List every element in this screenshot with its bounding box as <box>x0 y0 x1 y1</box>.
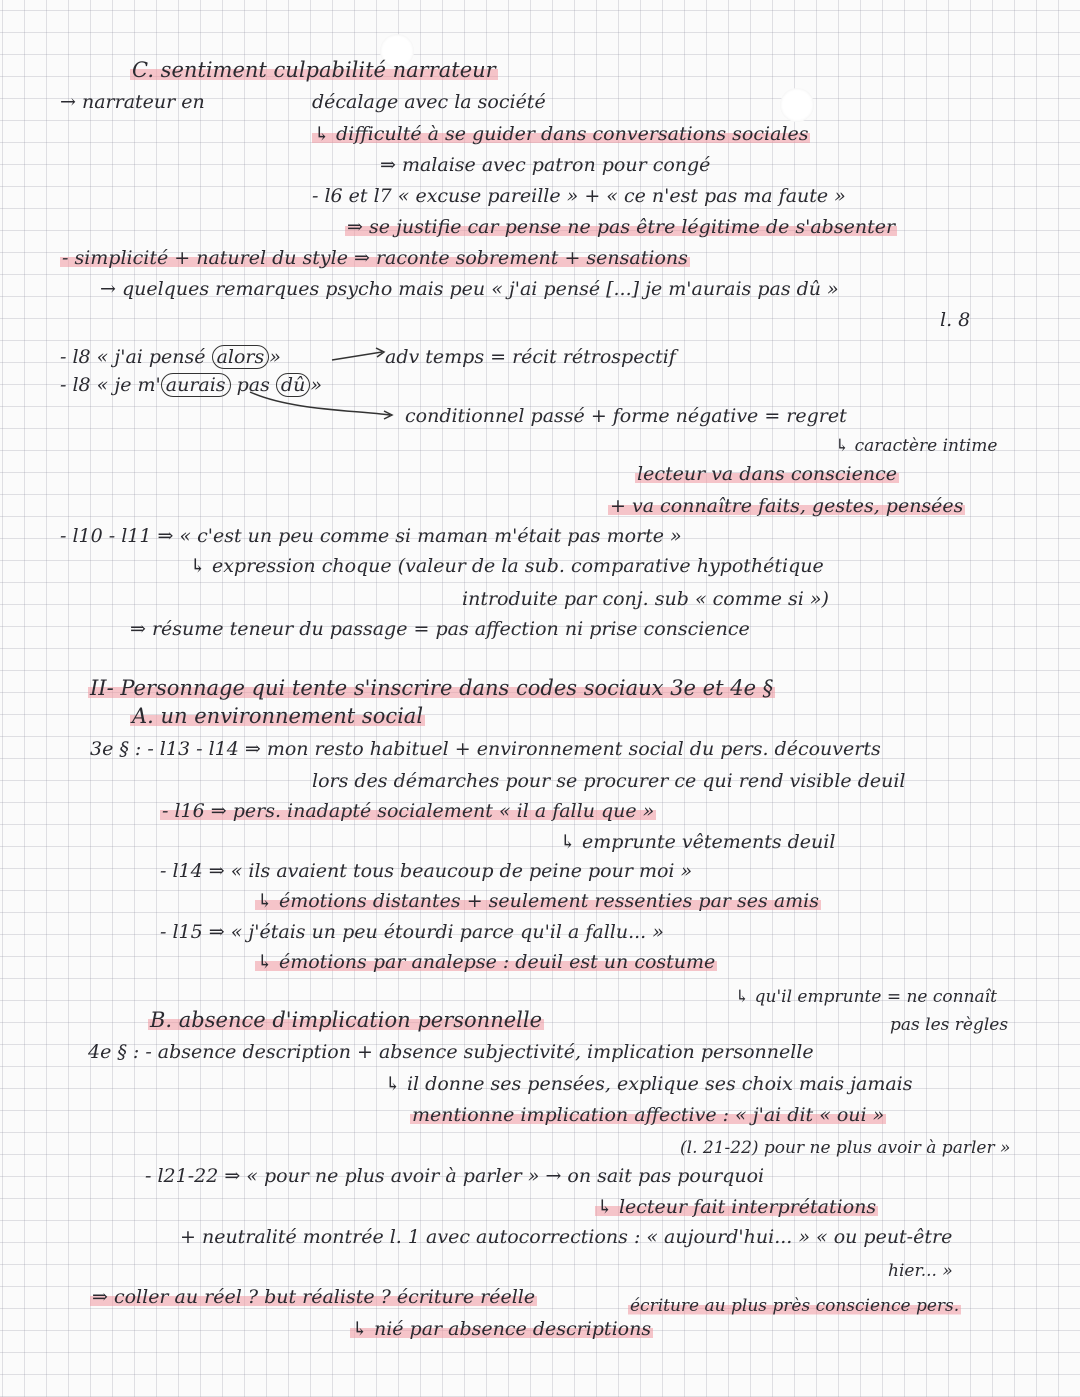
line-emprunte: ↳ emprunte vêtements deuil <box>560 831 836 853</box>
line-ref-l21-22: (l. 21-22) pour ne plus avoir à parler » <box>680 1138 1011 1158</box>
line-malaise: ⇒ malaise avec patron pour congé <box>380 154 711 176</box>
line-pense-alors: - l8 « j'ai pensé alors » <box>60 346 281 368</box>
line-excuse: - l6 et l7 « excuse pareille » + « ce n'est pas ma faute » <box>312 185 846 207</box>
line-qu-il-emprunte: ↳ qu'il emprunte = ne connaît <box>735 987 997 1007</box>
line-regles: pas les règles <box>890 1015 1009 1035</box>
line-coller-au-reel: ⇒ coller au réel ? but réaliste ? écriture réelle <box>92 1286 536 1308</box>
line-demarches: lors des démarches pour se procurer ce qui rend visible deuil <box>312 770 906 792</box>
line-analepse: ↳ émotions par analepse : deuil est un costume <box>257 951 716 973</box>
line-adv-temps: adv temps = récit rétrospectif <box>385 346 676 368</box>
line-expression-choque: ↳ expression choque (valeur de la sub. comparative hypothétique <box>190 555 824 577</box>
line-inadapte: - l16 ⇒ pers. inadapté socialement « il a fallu que » <box>162 800 655 822</box>
circled-alors: alors <box>212 345 270 369</box>
line-connaitre: + va connaître faits, gestes, pensées <box>610 495 964 517</box>
line-resume: ⇒ résume teneur du passage = pas affection ni prise conscience <box>130 618 750 640</box>
line-resto: 3e § : - l13 - l14 ⇒ mon resto habituel + environnement social du pers. découverts <box>90 738 881 760</box>
line-hier: hier... » <box>888 1261 953 1281</box>
line-mentionne: mentionne implication affective : « j'ai dit « oui » <box>412 1104 885 1126</box>
heading-c: C. sentiment culpabilité narrateur <box>132 58 496 82</box>
line-caractere-intime: ↳ caractère intime <box>835 436 998 456</box>
line-decalage: décalage avec la société <box>312 91 546 113</box>
line-narrateur: → narrateur en <box>60 91 205 113</box>
line-ecriture-conscience: écriture au plus près conscience pers. <box>630 1296 960 1316</box>
line-etourdi: - l15 ⇒ « j'étais un peu étourdi parce qu'il a fallu... » <box>160 921 664 943</box>
line-conditionnel: conditionnel passé + forme négative = regret <box>405 405 847 427</box>
line-justifie: ⇒ se justifie car pense ne pas être légitime de s'absenter <box>347 216 896 238</box>
line-remarques: → quelques remarques psycho mais peu « j'ai pensé [...] je m'aurais pas dû » <box>100 278 839 300</box>
circled-du: dû <box>276 373 310 397</box>
line-peine: - l14 ⇒ « ils avaient tous beaucoup de peine pour moi » <box>160 860 693 882</box>
line-parler: - l21-22 ⇒ « pour ne plus avoir à parler » → on sait pas pourquoi <box>145 1165 765 1187</box>
line-emotions-distantes: ↳ émotions distantes + seulement ressenties par ses amis <box>257 890 820 912</box>
heading-ii: II- Personnage qui tente s'inscrire dans codes sociaux 3e et 4e § <box>90 676 774 700</box>
line-aurais-pas-du: - l8 « je m' aurais pas dû » <box>60 374 322 396</box>
line-absence: 4e § : - absence description + absence subjectivité, implication personnelle <box>88 1041 814 1063</box>
punch-hole-middle <box>780 88 814 122</box>
line-interpretations: ↳ lecteur fait interprétations <box>597 1196 877 1218</box>
line-nie: ↳ nié par absence descriptions <box>352 1318 652 1340</box>
line-simplicite: - simplicité + naturel du style ⇒ raconte sobrement + sensations <box>62 247 688 269</box>
heading-ii-b: B. absence d'implication personnelle <box>150 1008 543 1032</box>
line-maman: - l10 - l11 ⇒ « c'est un peu comme si maman m'était pas morte » <box>60 525 682 547</box>
line-neutralite: + neutralité montrée l. 1 avec autocorrections : « aujourd'hui... » « ou peut-être <box>180 1226 953 1248</box>
line-ref-l8: l. 8 <box>940 309 971 331</box>
circled-aurais: aurais <box>161 373 231 397</box>
heading-ii-a: A. un environnement social <box>132 704 424 728</box>
line-lecteur-conscience: lecteur va dans conscience <box>637 463 897 485</box>
line-introduite: introduite par conj. sub « comme si ») <box>462 588 829 610</box>
line-difficulte: ↳ difficulté à se guider dans conversations sociales <box>314 123 809 145</box>
line-pensees: ↳ il donne ses pensées, explique ses choix mais jamais <box>385 1073 913 1095</box>
